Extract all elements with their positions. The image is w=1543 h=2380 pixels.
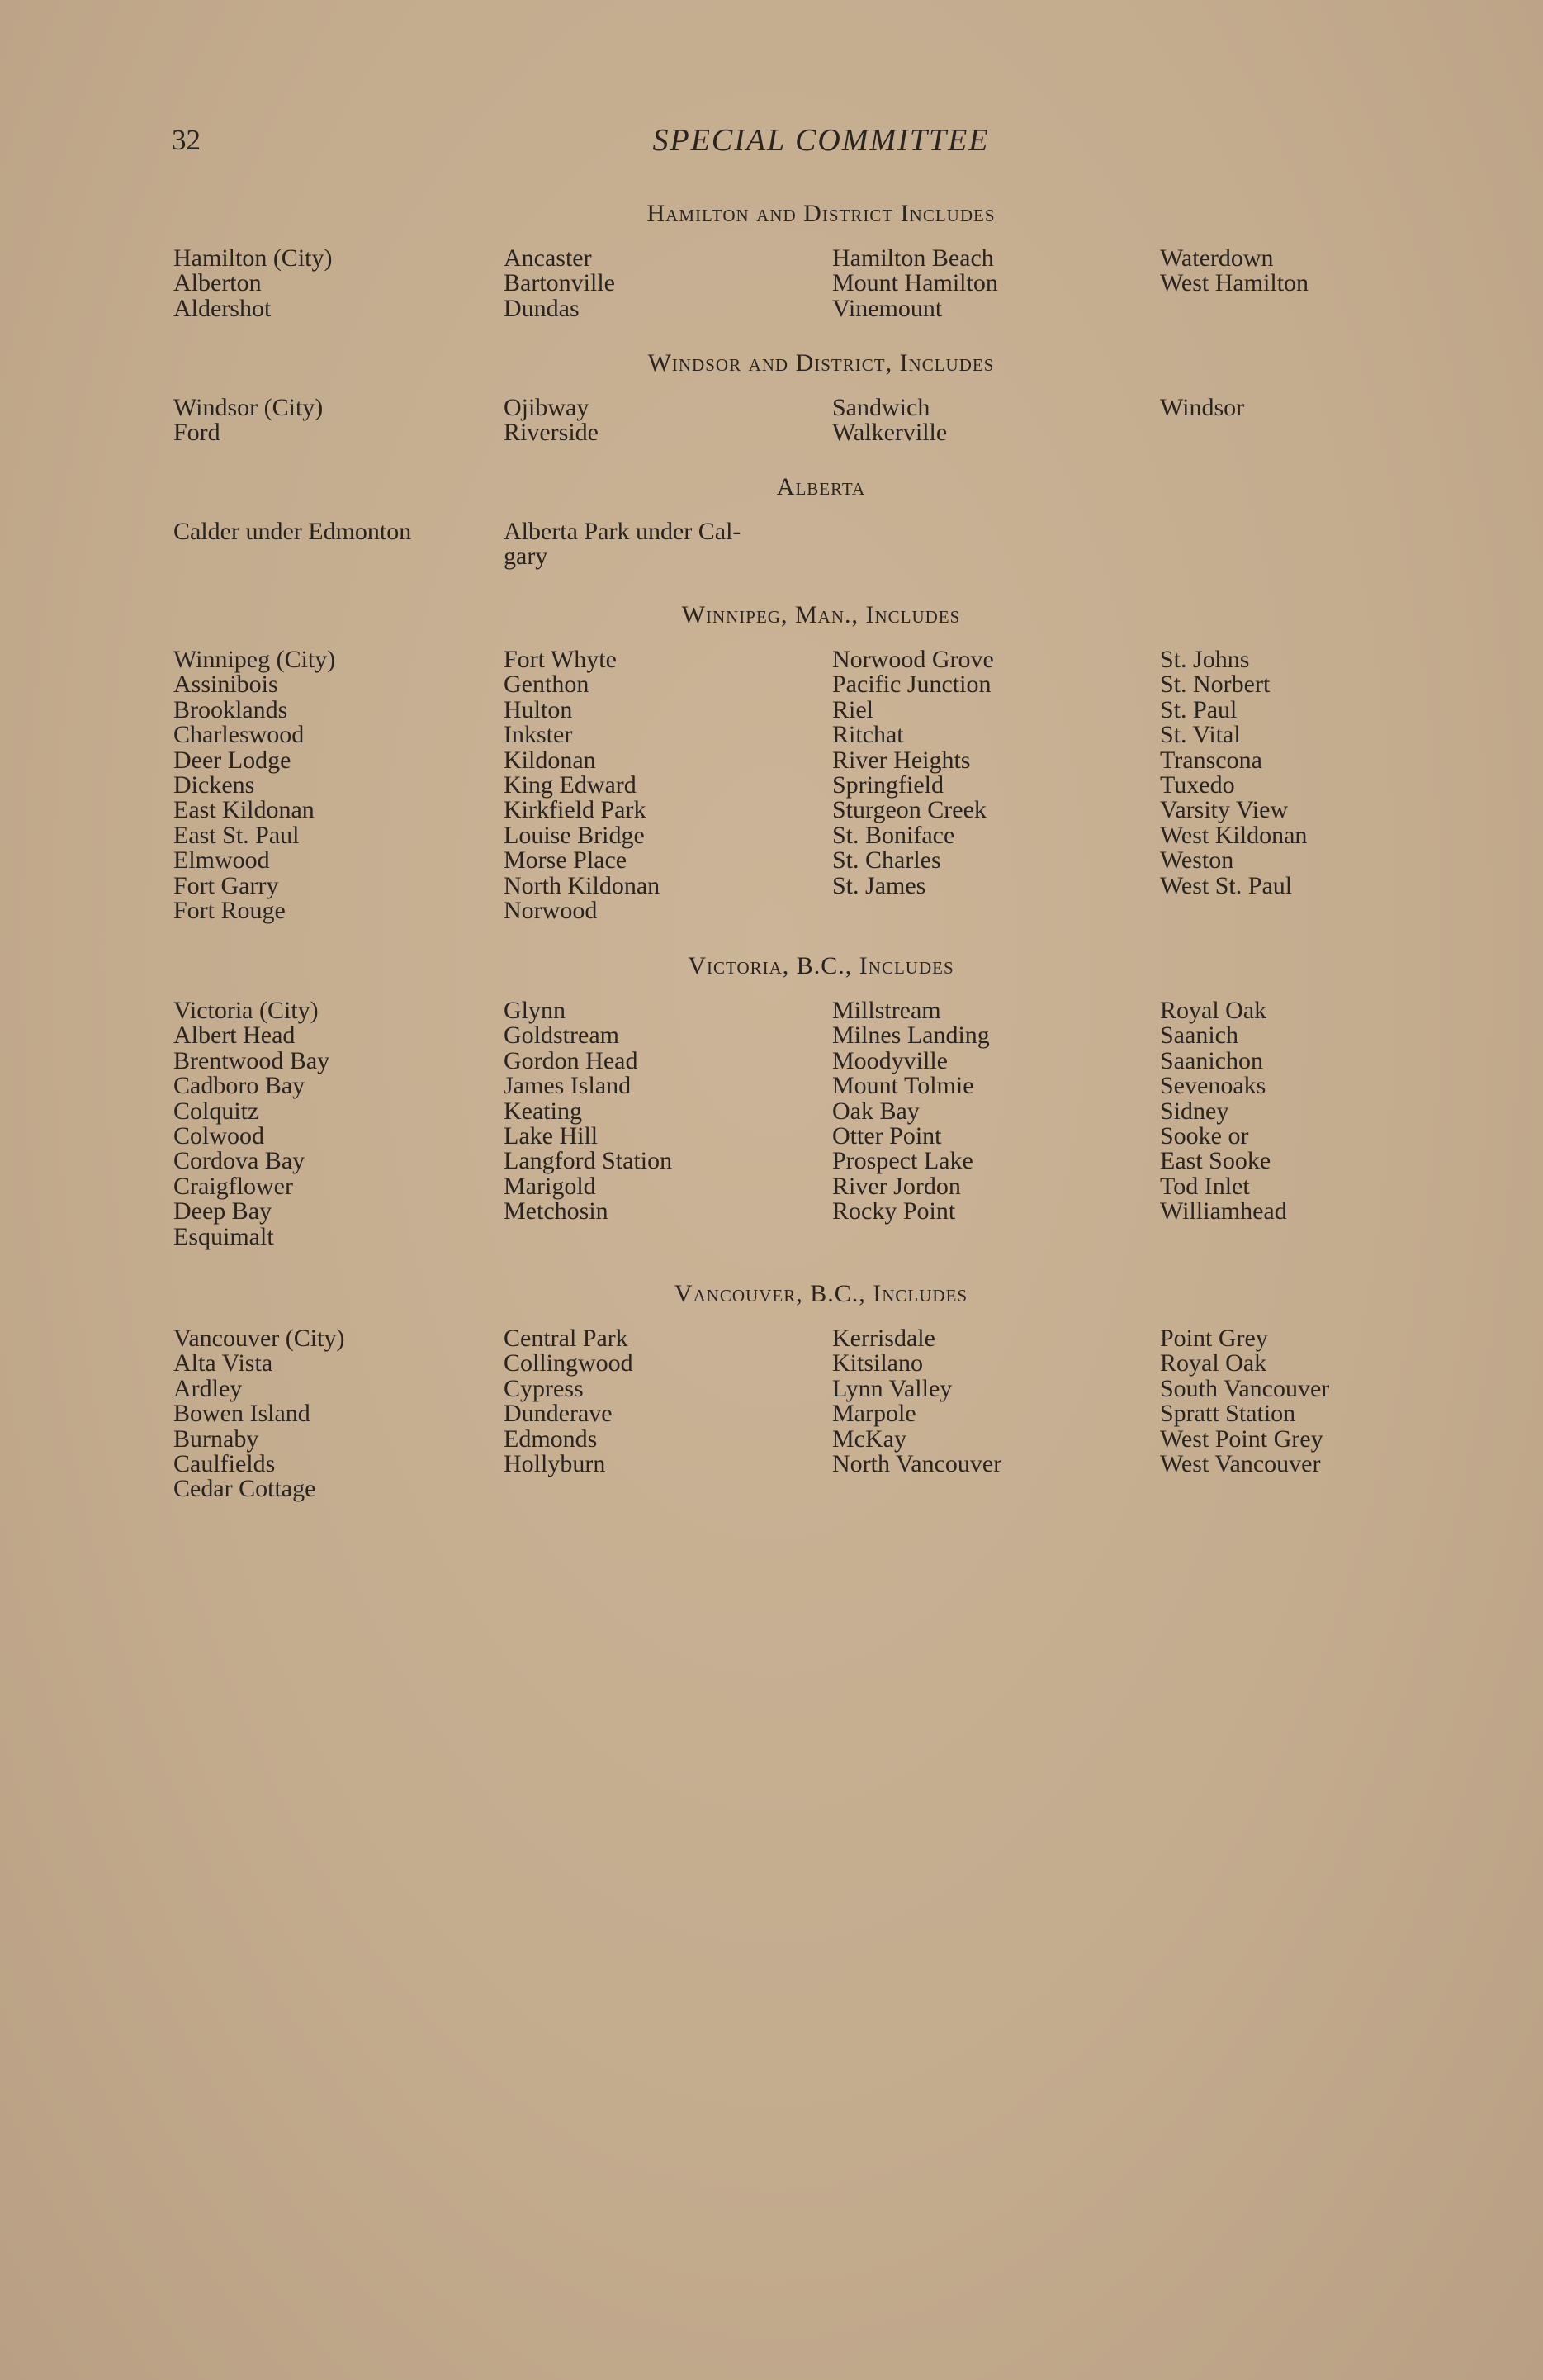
place-name: East St. Paul xyxy=(173,821,300,849)
place-name: Ritchat xyxy=(832,721,904,749)
place-name: Central Park xyxy=(504,1325,628,1352)
place-name: Inkster xyxy=(504,721,573,749)
place-name: Brentwood Bay xyxy=(173,1046,330,1074)
place-name: Point Grey xyxy=(1160,1325,1268,1352)
place-name: River Heights xyxy=(832,746,971,774)
place-name: West Vancouver xyxy=(1160,1449,1321,1477)
place-name: West Point Grey xyxy=(1160,1425,1323,1453)
section-heading: Hamilton and District Includes xyxy=(646,200,996,227)
place-name: Otter Point xyxy=(832,1121,942,1150)
place-name: Winnipeg (City) xyxy=(173,646,336,673)
place-column xyxy=(173,1326,344,1502)
place-name: Assinibois xyxy=(173,671,278,699)
place-name: Windsor (City) xyxy=(173,394,324,421)
place-name: Vancouver (City) xyxy=(173,1325,345,1352)
place-name: Fort Whyte xyxy=(504,646,617,673)
place-name: Sidney xyxy=(1160,1097,1229,1125)
place-name: Ardley xyxy=(173,1374,243,1402)
place-name: Brooklands xyxy=(173,695,288,723)
place-name: Moodyville xyxy=(832,1046,948,1074)
place-name: Victoria (City) xyxy=(173,997,319,1024)
place-name: Kirkfield Park xyxy=(504,796,646,824)
place-name: Waterdown xyxy=(1160,244,1274,272)
place-name: Craigflower xyxy=(173,1172,293,1200)
place-name: Ford xyxy=(173,419,220,447)
place-name: River Jordon xyxy=(832,1172,961,1200)
place-name: Prospect Lake xyxy=(832,1147,973,1175)
place-name: Burnaby xyxy=(173,1425,259,1453)
place-name: Cedar Cottage xyxy=(173,1475,316,1503)
place-name: Cadboro Bay xyxy=(173,1072,305,1100)
section-heading: Vancouver, B.C., Includes xyxy=(674,1280,968,1307)
place-name: Louise Bridge xyxy=(504,821,645,849)
place-name: Deer Lodge xyxy=(173,746,291,774)
place-name: Windsor xyxy=(1160,394,1245,421)
place-name: James Island xyxy=(504,1072,632,1100)
place-name: Gordon Head xyxy=(504,1046,638,1074)
place-name: Aldershot xyxy=(173,294,272,322)
place-name: Weston xyxy=(1160,846,1234,875)
place-name: Collingwood xyxy=(504,1349,633,1377)
place-name: Bartonville xyxy=(504,269,615,297)
place-name: East Sooke xyxy=(1160,1147,1271,1175)
place-column xyxy=(1160,998,1287,1225)
place-name: Keating xyxy=(504,1097,582,1125)
place-name: Royal Oak xyxy=(1160,1349,1267,1377)
place-name: Vinemount xyxy=(832,294,943,322)
place-column xyxy=(504,998,672,1225)
place-name: Elmwood xyxy=(173,846,270,875)
place-name: Sevenoaks xyxy=(1160,1072,1266,1100)
place-name: Genthon xyxy=(504,671,589,699)
place-name: Marigold xyxy=(504,1172,596,1200)
place-column xyxy=(504,647,660,923)
place-name: Varsity View xyxy=(1160,796,1289,824)
place-column xyxy=(1160,246,1309,296)
place-column xyxy=(504,519,741,570)
place-name: West Hamilton xyxy=(1160,269,1309,297)
place-column xyxy=(832,647,994,898)
place-name: South Vancouver xyxy=(1160,1374,1330,1402)
place-name: St. Boniface xyxy=(832,821,955,849)
place-column xyxy=(504,246,615,321)
place-name: Albert Head xyxy=(173,1022,296,1050)
place-name: Dundas xyxy=(504,294,580,322)
place-name: Riel xyxy=(832,695,873,723)
place-name: Oak Bay xyxy=(832,1097,920,1125)
place-name: Spratt Station xyxy=(1160,1400,1296,1428)
place-column xyxy=(173,998,329,1249)
place-name: Lynn Valley xyxy=(832,1374,953,1402)
place-name: West Kildonan xyxy=(1160,821,1308,849)
place-name: Fort Garry xyxy=(173,871,279,899)
section-heading: Windsor and District, Includes xyxy=(647,349,995,377)
place-name: Norwood Grove xyxy=(832,646,994,673)
place-name: Deep Bay xyxy=(173,1197,272,1226)
place-name: gary xyxy=(504,543,548,571)
place-name: Sooke or xyxy=(1160,1121,1249,1150)
place-name: Norwood xyxy=(504,896,598,924)
place-column xyxy=(1160,1326,1329,1477)
place-name: Edmonds xyxy=(504,1425,598,1453)
place-name: Milnes Landing xyxy=(832,1022,990,1050)
place-name: Saanich xyxy=(1160,1022,1238,1050)
place-name: St. Charles xyxy=(832,846,941,875)
place-name: Goldstream xyxy=(504,1022,619,1050)
place-name: Tod Inlet xyxy=(1160,1172,1250,1200)
place-name: North Vancouver xyxy=(832,1449,1002,1477)
place-name: Marpole xyxy=(832,1400,916,1428)
place-name: Pacific Junction xyxy=(832,671,992,699)
place-name: Williamhead xyxy=(1160,1197,1287,1226)
place-name: Caulfields xyxy=(173,1449,276,1477)
place-name: St. Vital xyxy=(1160,721,1241,749)
place-name: King Edward xyxy=(504,770,637,799)
place-column xyxy=(504,1326,633,1477)
place-name: Mount Hamilton xyxy=(832,269,998,297)
place-name: West St. Paul xyxy=(1160,871,1293,899)
place-column xyxy=(832,396,947,446)
running-head: SPECIAL COMMITTEE xyxy=(652,123,990,158)
place-name: St. Paul xyxy=(1160,695,1238,723)
place-name: St. Johns xyxy=(1160,646,1250,673)
place-name: Cypress xyxy=(504,1374,584,1402)
place-name: Sandwich xyxy=(832,394,930,421)
place-name: Tuxedo xyxy=(1160,770,1235,799)
place-name: Alberton xyxy=(173,269,262,297)
place-column xyxy=(173,246,332,321)
place-name: Metchosin xyxy=(504,1197,608,1226)
place-name: Saanichon xyxy=(1160,1046,1263,1074)
place-name: Hollyburn xyxy=(504,1449,606,1477)
place-column xyxy=(832,998,990,1225)
place-name: Calder under Edmonton xyxy=(173,518,412,545)
place-name: Kildonan xyxy=(504,746,596,774)
place-name: Hamilton Beach xyxy=(832,244,994,272)
place-column xyxy=(504,396,599,446)
place-name: Cordova Bay xyxy=(173,1147,305,1175)
section-heading: Victoria, B.C., Includes xyxy=(688,952,954,979)
place-name: Transcona xyxy=(1160,746,1262,774)
place-name: McKay xyxy=(832,1425,906,1453)
place-name: Morse Place xyxy=(504,846,627,875)
place-name: East Kildonan xyxy=(173,796,315,824)
place-column xyxy=(832,246,998,321)
place-name: North Kildonan xyxy=(504,871,660,899)
place-name: Sturgeon Creek xyxy=(832,796,987,824)
page-number: 32 xyxy=(172,124,201,156)
section-heading: Winnipeg, Man., Includes xyxy=(681,601,961,628)
place-name: Kerrisdale xyxy=(832,1325,935,1352)
place-name: Glynn xyxy=(504,997,566,1024)
place-name: Riverside xyxy=(504,419,599,447)
place-name: Colquitz xyxy=(173,1097,259,1125)
place-column xyxy=(1160,396,1244,420)
section-heading: Alberta xyxy=(776,473,866,500)
place-column xyxy=(173,519,411,544)
place-name: Hulton xyxy=(504,695,573,723)
place-name: Lake Hill xyxy=(504,1121,599,1150)
place-name: Dickens xyxy=(173,770,255,799)
place-name: Hamilton (City) xyxy=(173,244,333,272)
place-name: Royal Oak xyxy=(1160,997,1267,1024)
place-name: Esquimalt xyxy=(173,1222,274,1250)
place-name: Alberta Park under Cal- xyxy=(504,518,741,545)
place-name: Ancaster xyxy=(504,244,592,272)
place-name: Mount Tolmie xyxy=(832,1072,974,1100)
place-name: Rocky Point xyxy=(832,1197,956,1226)
place-name: Kitsilano xyxy=(832,1349,923,1377)
place-name: Colwood xyxy=(173,1121,265,1150)
place-name: Bowen Island xyxy=(173,1400,310,1428)
place-name: Springfield xyxy=(832,770,944,799)
place-name: Langford Station xyxy=(504,1147,673,1175)
place-name: Dunderave xyxy=(504,1400,613,1428)
place-name: Fort Rouge xyxy=(173,896,286,924)
place-name: St. Norbert xyxy=(1160,671,1271,699)
place-column xyxy=(832,1326,1001,1477)
place-name: Charleswood xyxy=(173,721,305,749)
place-name: Walkerville xyxy=(832,419,948,447)
place-column xyxy=(173,396,323,446)
place-column xyxy=(173,647,335,923)
place-name: Millstream xyxy=(832,997,941,1024)
place-column xyxy=(1160,647,1307,898)
place-name: St. James xyxy=(832,871,926,899)
place-name: Ojibway xyxy=(504,394,589,421)
place-name: Alta Vista xyxy=(173,1349,273,1377)
